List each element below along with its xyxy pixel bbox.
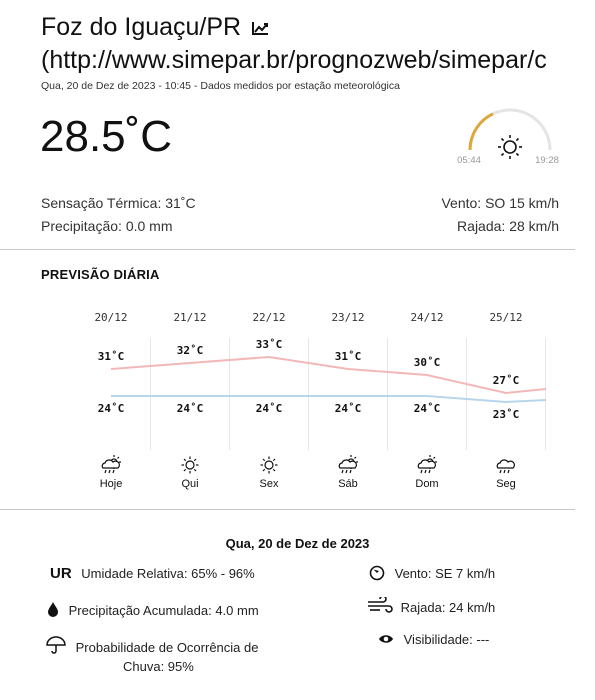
forecast-date: 24/12 <box>410 311 444 324</box>
rain-probability-line1: Probabilidade de Ocorrência de <box>75 640 259 655</box>
precipitation: Precipitação: 0.0 mm <box>41 218 173 234</box>
forecast-date: 23/12 <box>331 311 365 324</box>
min-temp-label: 24˚C <box>255 402 283 415</box>
daily-forecast-chart <box>70 300 550 500</box>
min-temp-label: 24˚C <box>334 402 362 415</box>
detail-gust-row <box>367 597 495 615</box>
trend-chart-icon[interactable] <box>251 20 269 36</box>
rain-cloud-icon[interactable] <box>497 460 514 473</box>
min-temp-label: 24˚C <box>97 402 125 415</box>
source-url[interactable]: (http://www.simepar.br/prognozweb/simepar/c <box>41 46 547 74</box>
detail-wind-value: Vento: SE 7 km/h <box>394 566 496 581</box>
max-temp-label: 27˚C <box>492 374 520 387</box>
min-temp-label: 23˚C <box>492 408 520 421</box>
day-label[interactable]: Sex <box>259 478 279 490</box>
sunset-time: 19:28 <box>535 155 559 166</box>
rain-sun-icon[interactable] <box>339 455 358 473</box>
location-title <box>41 12 269 42</box>
visibility-row <box>378 632 489 647</box>
umbrella-icon <box>46 636 66 654</box>
daily-forecast-title: PREVISÃO DIÁRIA <box>41 267 160 282</box>
rain-sun-icon[interactable] <box>102 455 121 473</box>
forecast-date: 22/12 <box>252 311 286 324</box>
feels-like: Sensação Térmica: 31˚C <box>41 195 196 211</box>
current-temperature: 28.5˚C <box>40 112 173 161</box>
detail-gust-value: Rajada: 24 km/h <box>400 600 496 615</box>
max-temp-label: 33˚C <box>255 338 283 351</box>
wind-gust-icon <box>367 597 393 615</box>
rain-probability-line2: Chuva: 95% <box>123 659 194 674</box>
max-temp-label: 30˚C <box>413 356 441 369</box>
sun-position-gauge <box>455 105 565 167</box>
detail-date: Qua, 20 de Dez de 2023 <box>225 536 370 551</box>
humidity-value: Umidade Relativa: 65% - 96% <box>81 566 255 581</box>
day-label[interactable]: Dom <box>415 478 439 490</box>
humidity-icon: UR <box>50 565 72 582</box>
max-temp-label: 31˚C <box>334 350 362 363</box>
min-temp-label: 24˚C <box>176 402 204 415</box>
raindrop-icon <box>46 601 60 617</box>
measurement-info: Qua, 20 de Dez de 2023 - 10:45 - Dados medidos por estação meteorológica <box>41 80 400 92</box>
eye-icon <box>378 633 394 645</box>
precip-acc-value: Precipitação Acumulada: 4.0 mm <box>68 603 259 618</box>
forecast-date: 25/12 <box>489 311 523 324</box>
current-gust: Rajada: 28 km/h <box>457 218 559 234</box>
max-temp-label: 31˚C <box>97 350 125 363</box>
divider <box>0 249 575 250</box>
current-wind: Vento: SO 15 km/h <box>441 195 559 211</box>
wind-direction-icon <box>369 565 385 581</box>
day-label[interactable]: Hoje <box>99 478 123 490</box>
sun-icon[interactable] <box>182 457 199 474</box>
location-name: Foz do Iguaçu/PR <box>41 13 242 41</box>
precip-acc-row <box>46 601 259 618</box>
max-temp-label: 32˚C <box>176 344 204 357</box>
sun-arc-track <box>470 110 550 150</box>
sun-arc-progress <box>470 114 493 150</box>
forecast-date: 21/12 <box>173 311 207 324</box>
day-label[interactable]: Sáb <box>338 478 358 490</box>
min-temp-label: 24˚C <box>413 402 441 415</box>
day-label[interactable]: Seg <box>496 478 516 490</box>
visibility-value: Visibilidade: --- <box>403 632 490 647</box>
humidity-row <box>50 565 255 582</box>
divider <box>0 509 575 510</box>
forecast-date: 20/12 <box>94 311 128 324</box>
sun-icon <box>498 135 522 159</box>
rain-sun-icon[interactable] <box>418 455 437 473</box>
max-temperature-line <box>111 357 546 393</box>
sunrise-time: 05:44 <box>457 155 481 166</box>
detail-wind-row <box>369 565 495 581</box>
day-label[interactable]: Qui <box>181 478 199 490</box>
sun-icon[interactable] <box>261 457 278 474</box>
rain-probability-row <box>46 636 296 655</box>
